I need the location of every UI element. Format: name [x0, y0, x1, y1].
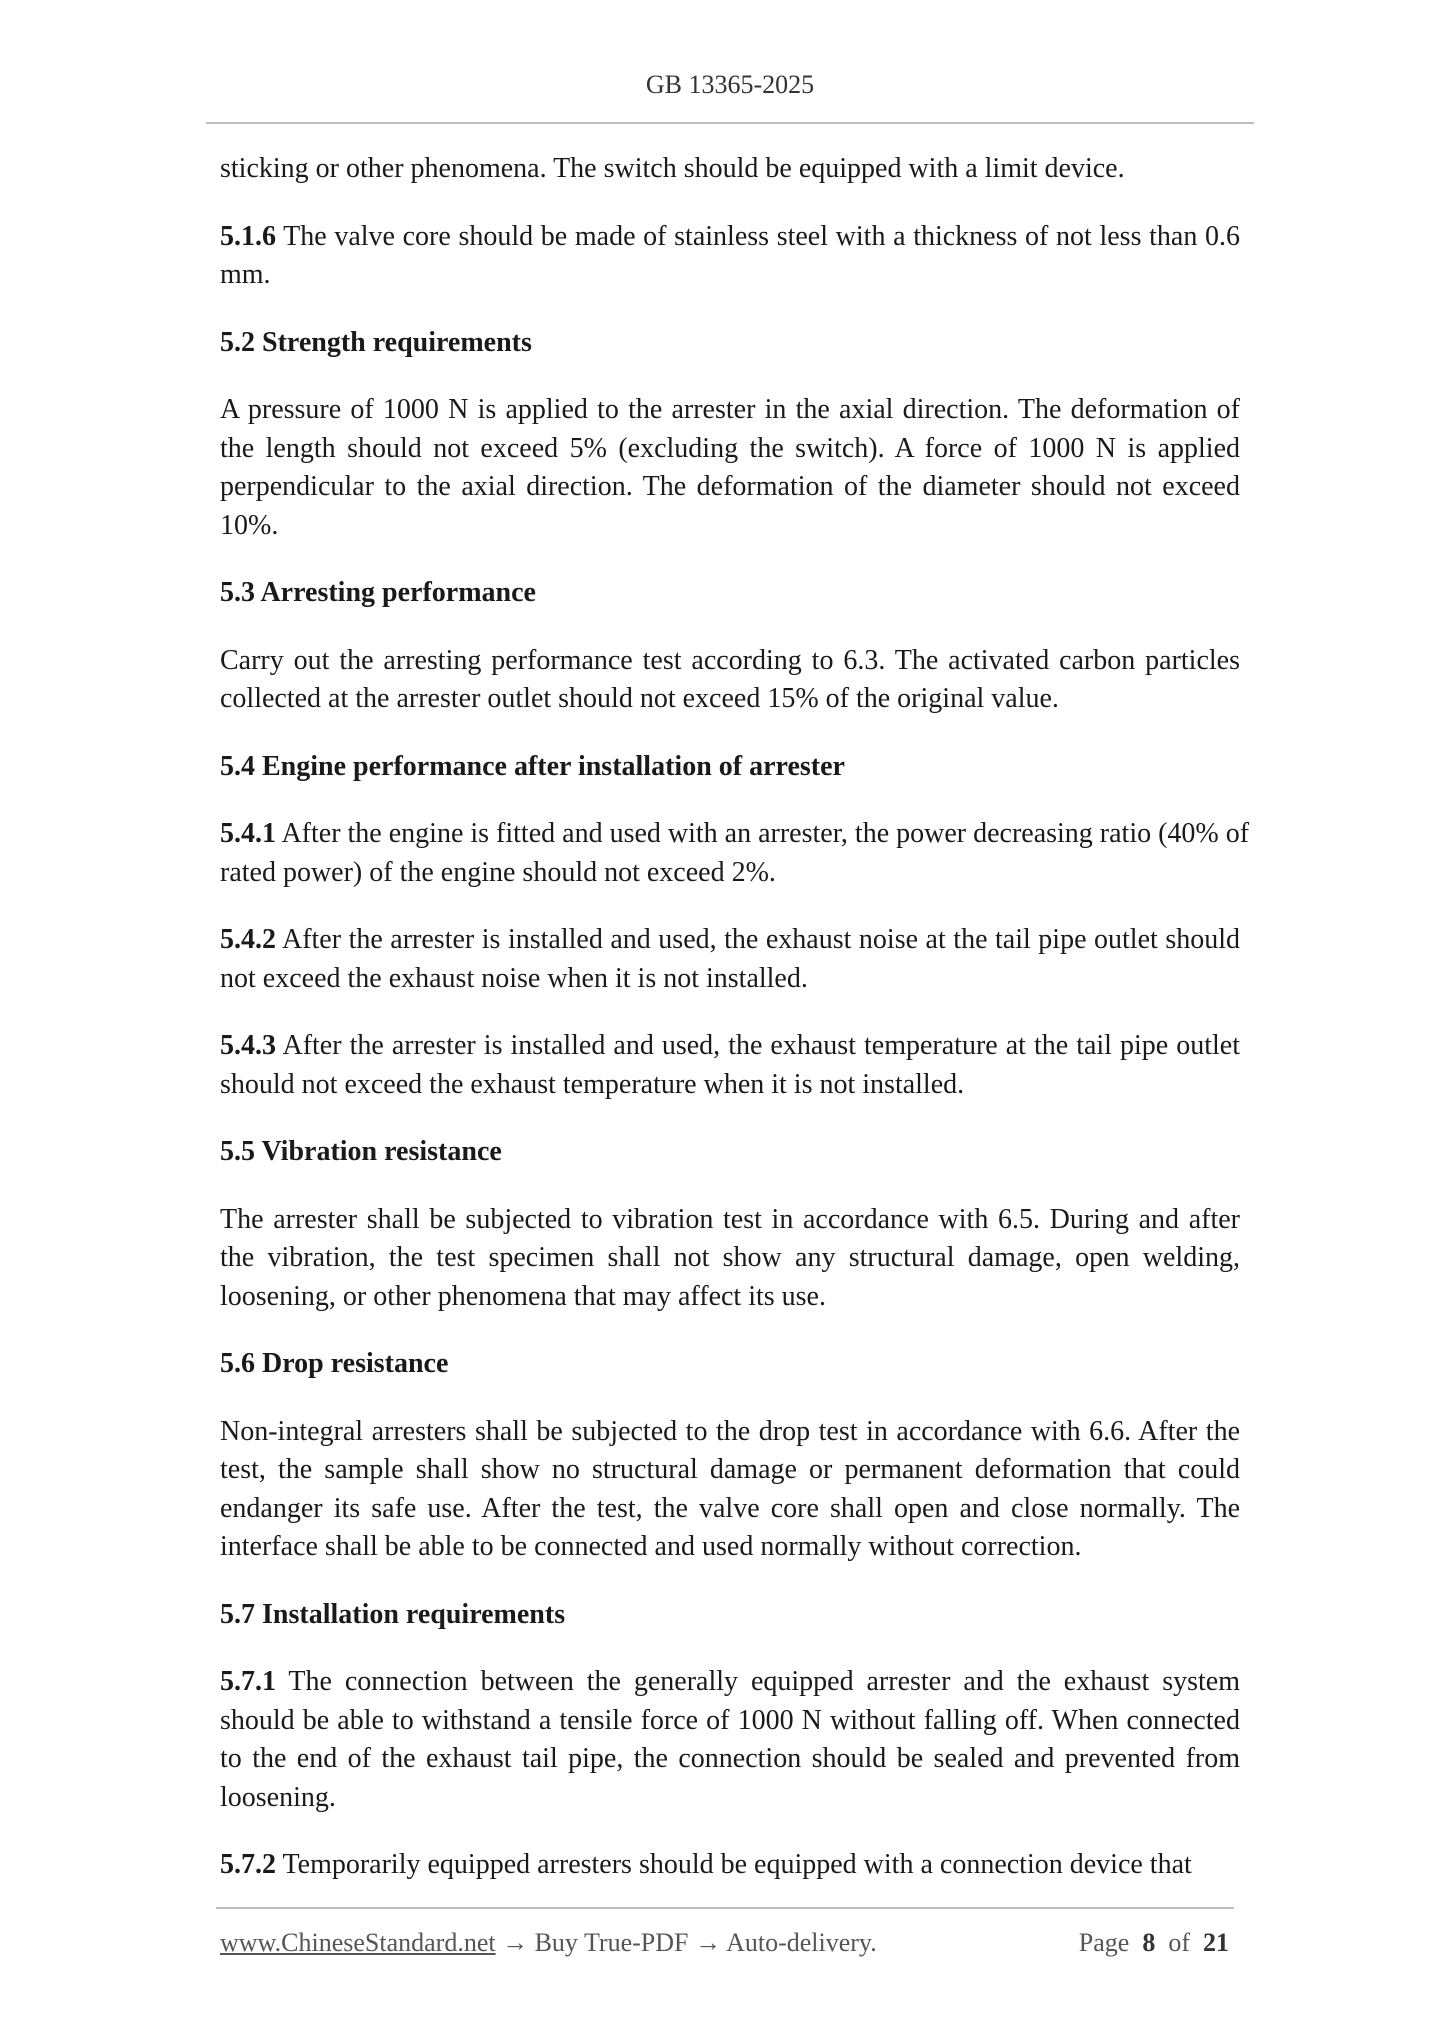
clause-number: 5.1.6: [220, 220, 276, 252]
heading-5-5: 5.5 Vibration resistance: [220, 1136, 502, 1167]
clause-5-4-1: [220, 815, 1265, 892]
footer-divider: [216, 1907, 1234, 1909]
clause-number: 5.4.2: [220, 924, 276, 955]
clause-text: After the arrester is installed and used, the exhaust temperature at the tail pipe outlet should not exceed the exhaust temperature when it is not installed.: [220, 1030, 1240, 1100]
clause-number: 5.7.1: [220, 1666, 276, 1697]
page-indicator: [1079, 1928, 1229, 1958]
clause-text: The valve core should be made of stainless steel with a thickness of not less than 0.6 mm.: [220, 220, 1240, 290]
document-body: [220, 150, 1250, 1914]
paragraph-5-6: Non-integral arresters shall be subjected to the drop test in accordance with 6.6. After the test, the sample shall show no structural damage or permanent deformation that could endanger its safe use. After the test, the valve core shall open and close normally. The interface shall be able to be connected and used normally without correction.: [220, 1415, 1240, 1562]
current-page-number: 8: [1142, 1928, 1156, 1957]
clause-text: After the engine is fitted and used with an arrester, the power decreasing ratio (40% of rated power) of the engine should not exceed 2%.: [220, 818, 1250, 888]
clause-number: 5.4.1: [220, 818, 276, 849]
page-label: Page: [1078, 1928, 1130, 1957]
clause-5-7-1: [220, 1663, 1240, 1817]
auto-delivery-text: Auto-delivery.: [726, 1928, 877, 1957]
heading-5-4: 5.4 Engine performance after installation of arrester: [220, 750, 845, 782]
total-pages-number: 21: [1203, 1928, 1229, 1957]
buy-true-pdf-text: Buy True-PDF: [534, 1928, 689, 1957]
clause-number: 5.4.3: [220, 1030, 276, 1061]
of-label: of: [1168, 1928, 1190, 1957]
clause-5-1-6: [220, 218, 1240, 295]
header-divider: [206, 122, 1254, 124]
paragraph-continuation: sticking or other phenomena. The switch should be equipped with a limit device.: [220, 153, 1125, 184]
arrow-right-icon: →: [688, 1928, 727, 1957]
paragraph-5-5: The arrester shall be subjected to vibration test in accordance with 6.5. During and after the vibration, the test specimen shall not show any structural damage, open welding, loosening, or other phenomena that may affect its use.: [220, 1203, 1240, 1312]
paragraph-5-3: Carry out the arresting performance test according to 6.3. The activated carbon particles collected at the arrester outlet should not exceed 15% of the original value.: [220, 644, 1240, 714]
footer-promo: [220, 1928, 877, 1958]
heading-5-7: 5.7 Installation requirements: [220, 1598, 566, 1630]
clause-text: After the arrester is installed and used, the exhaust noise at the tail pipe outlet should not exceed the exhaust noise when it is not installed.: [220, 924, 1240, 994]
site-link[interactable]: www.ChineseStandard.net: [220, 1928, 496, 1957]
page-header-title: GB 13365-2025: [645, 70, 815, 99]
arrow-right-icon: →: [495, 1928, 535, 1957]
clause-text: Temporarily equipped arresters should be equipped with a connection device that: [276, 1849, 1192, 1880]
heading-5-3: 5.3 Arresting performance: [220, 577, 536, 608]
clause-5-4-2: [220, 921, 1240, 998]
clause-5-4-3: [220, 1027, 1240, 1104]
clause-text: The connection between the generally equipped arrester and the exhaust system should be able to withstand a tensile force of 1000 N without falling off. When connected to the end of the exhaust tail pipe, the connection should be sealed and prevented from loosening.: [220, 1666, 1240, 1813]
paragraph-5-2: A pressure of 1000 N is applied to the arrester in the axial direction. The deformation of the length should not exceed 5% (excluding the switch). A force of 1000 N is applied perpendicular to the axial direction. The deformation of the diameter should not exceed 10%.: [220, 394, 1240, 541]
clause-number: 5.7.2: [220, 1849, 276, 1880]
heading-5-6: 5.6 Drop resistance: [220, 1348, 449, 1379]
clause-5-7-2: [220, 1846, 1240, 1885]
heading-5-2: 5.2 Strength requirements: [220, 326, 532, 358]
